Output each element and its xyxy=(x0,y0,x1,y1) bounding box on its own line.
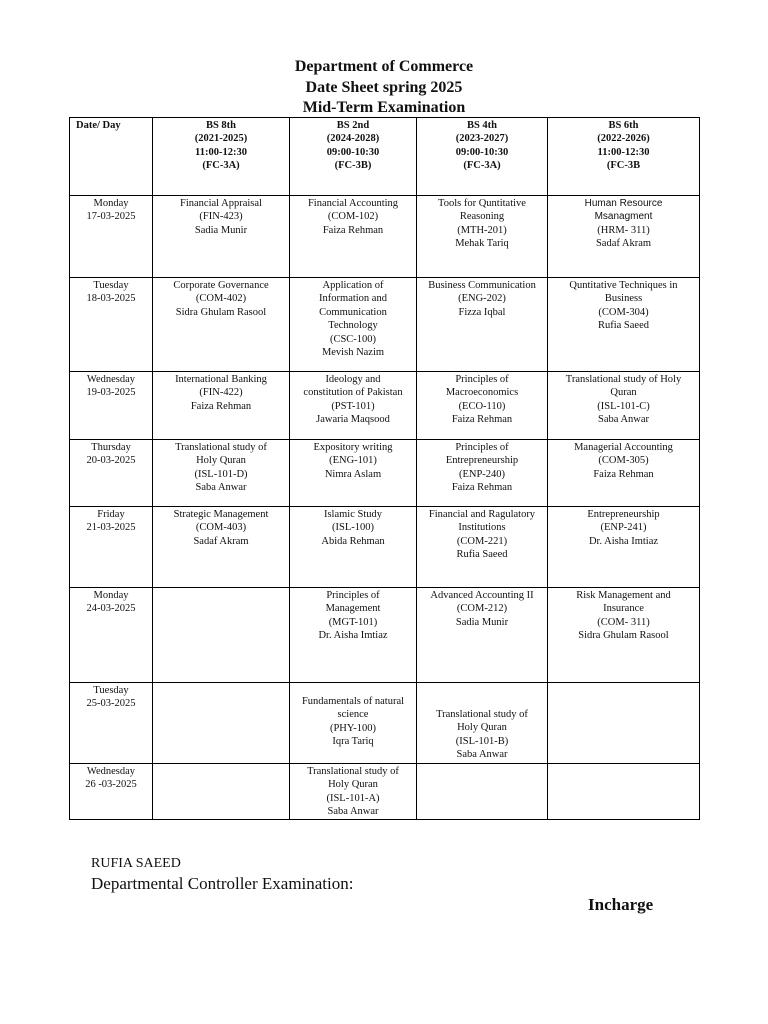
column-header-bs8 xyxy=(153,118,290,196)
course-line: Holy Quran xyxy=(457,722,507,734)
course-line: (MGT-101) xyxy=(328,616,378,628)
empty-cell xyxy=(548,764,700,820)
course-cell xyxy=(417,588,548,683)
course-cell xyxy=(290,507,417,588)
table-row xyxy=(70,278,700,372)
course-cell xyxy=(548,278,700,372)
controller-name: RUFIA SAEED xyxy=(91,856,181,871)
title-block xyxy=(0,57,768,119)
date-cell xyxy=(70,440,153,507)
course-line: Faiza Rehman xyxy=(190,400,252,412)
course-cell xyxy=(548,588,700,683)
course-cell xyxy=(290,683,417,764)
course-line: Management xyxy=(325,603,381,615)
course-line: Institutions xyxy=(458,522,506,534)
program-label: BS 8th xyxy=(205,120,237,131)
column-header-bs4 xyxy=(417,118,548,196)
course-line: Rufia Saeed xyxy=(456,549,508,561)
course-line: Application of xyxy=(322,280,384,291)
course-cell xyxy=(290,440,417,507)
course-line: (ISL-101-C) xyxy=(597,400,650,412)
course-line: Human Resource xyxy=(584,198,663,209)
course-line: (COM-304) xyxy=(598,306,649,318)
course-line: Entrepreneurship xyxy=(587,509,660,520)
course-line: Saba Anwar xyxy=(456,749,508,761)
course-cell xyxy=(548,440,700,507)
course-line: Sadia Munir xyxy=(455,616,509,628)
day-label: Tuesday xyxy=(93,685,129,696)
table-row xyxy=(70,764,700,820)
day-label: Monday xyxy=(93,198,129,209)
room-label: (FC-3A) xyxy=(463,160,501,172)
date-cell xyxy=(70,507,153,588)
date-label: 25-03-2025 xyxy=(86,698,136,710)
program-label: BS 6th xyxy=(608,120,639,131)
course-line: Corporate Governance xyxy=(173,280,269,291)
course-cell xyxy=(290,588,417,683)
date-sheet-body xyxy=(70,196,700,820)
program-label: BS 4th xyxy=(466,120,498,131)
course-cell xyxy=(153,278,290,372)
date-label: 24-03-2025 xyxy=(86,603,136,615)
course-line: (ENG-101) xyxy=(329,455,377,467)
course-line: (ISL-101-B) xyxy=(455,735,509,747)
course-line: Risk Management and xyxy=(576,590,671,601)
course-line: Quran xyxy=(610,387,637,399)
course-line: Saba Anwar xyxy=(597,414,650,426)
course-line: (HRM- 311) xyxy=(597,224,650,236)
course-line: Fizza Iqbal xyxy=(458,306,506,318)
course-cell xyxy=(417,683,548,764)
session-label: (2023-2027) xyxy=(455,133,509,145)
course-line: Translational study of Holy xyxy=(565,374,682,385)
course-line: Faiza Rehman xyxy=(451,414,513,426)
course-line: Sidra Ghulam Rasool xyxy=(175,306,267,318)
day-label: Monday xyxy=(93,590,129,601)
course-line: (COM- 311) xyxy=(597,616,650,628)
course-cell xyxy=(290,372,417,440)
course-line: Macroeconomics xyxy=(445,387,519,399)
course-cell xyxy=(417,507,548,588)
course-line: (COM-102) xyxy=(327,211,379,223)
course-line: Quntitative Techniques in xyxy=(569,280,678,291)
course-line: Reasoning xyxy=(459,211,505,223)
date-label: 20-03-2025 xyxy=(86,455,136,467)
course-line: Entrepreneurship xyxy=(445,455,519,467)
day-label: Tuesday xyxy=(93,280,129,291)
course-line: (COM-212) xyxy=(456,603,508,615)
course-line: Fundamentals of natural xyxy=(301,696,405,707)
incharge-label: Incharge xyxy=(588,895,654,914)
course-line: Technology xyxy=(328,320,378,332)
course-cell xyxy=(153,507,290,588)
course-line: (ISL-100) xyxy=(332,522,374,534)
course-line: Islamic Study xyxy=(323,509,383,520)
date-label: 18-03-2025 xyxy=(86,293,136,305)
program-label: BS 2nd xyxy=(336,120,370,131)
course-line: Dr. Aisha Imtiaz xyxy=(318,630,388,642)
course-cell xyxy=(417,372,548,440)
course-line: Financial and Ragulatory xyxy=(428,509,536,520)
course-line: Strategic Management xyxy=(173,509,269,520)
course-line: Principles of xyxy=(326,590,380,601)
course-line: (COM-402) xyxy=(195,293,247,305)
course-line: Saba Anwar xyxy=(327,806,379,818)
course-line: Business xyxy=(604,293,643,305)
course-line: (CSC-100) xyxy=(329,333,377,345)
course-line: Managerial Accounting xyxy=(574,442,673,453)
course-line: Sidra Ghulam Rasool xyxy=(578,630,669,642)
course-line: Sadaf Akram xyxy=(193,535,249,547)
session-label: (2022-2026) xyxy=(597,133,650,145)
course-line: science xyxy=(337,709,369,721)
course-cell xyxy=(548,196,700,278)
date-cell xyxy=(70,196,153,278)
day-label: Wednesday xyxy=(86,766,136,777)
date-cell xyxy=(70,588,153,683)
course-line: Tools for Quntitative xyxy=(438,198,526,209)
course-line: Nimra Aslam xyxy=(324,468,382,480)
empty-cell xyxy=(153,588,290,683)
table-row xyxy=(70,372,700,440)
course-line: Ideology and xyxy=(325,374,381,385)
date-cell xyxy=(70,683,153,764)
date-cell xyxy=(70,372,153,440)
course-line: Translational study of xyxy=(307,766,399,777)
time-label: 09:00-10:30 xyxy=(326,146,380,158)
course-line: Holy Quran xyxy=(328,779,378,791)
date-sheet-table xyxy=(69,117,700,820)
course-line: Translational study of xyxy=(175,442,267,453)
course-cell xyxy=(153,196,290,278)
column-header-bs6 xyxy=(548,118,700,196)
course-line: (ECO-110) xyxy=(458,400,506,412)
course-line: Principles of xyxy=(455,374,509,385)
table-row xyxy=(70,683,700,764)
course-line: Translational study of xyxy=(436,709,528,720)
course-line: (ENP-240) xyxy=(458,468,506,480)
time-label: 11:00-12:30 xyxy=(195,146,247,158)
course-line: Iqra Tariq xyxy=(332,736,374,748)
room-label: (FC-3A) xyxy=(202,160,240,172)
course-line: (PHY-100) xyxy=(329,722,377,734)
course-line: Rufia Saeed xyxy=(597,320,650,332)
course-line: Faiza Rehman xyxy=(322,224,384,236)
course-line: Sadia Munir xyxy=(194,224,248,236)
table-row xyxy=(70,196,700,278)
course-line: International Banking xyxy=(175,374,267,385)
course-cell xyxy=(417,196,548,278)
empty-cell xyxy=(153,683,290,764)
time-label: 11:00-12:30 xyxy=(597,146,650,158)
day-label: Thursday xyxy=(91,442,131,453)
course-line: Principles of xyxy=(455,442,509,453)
course-cell xyxy=(417,278,548,372)
day-label: Wednesday xyxy=(86,374,136,385)
course-line: (MTH-201) xyxy=(457,224,507,236)
course-cell xyxy=(153,372,290,440)
empty-cell xyxy=(417,764,548,820)
course-line: Dr. Aisha Imtiaz xyxy=(588,535,659,547)
course-line: Advanced Accounting II xyxy=(430,590,534,601)
table-row xyxy=(70,507,700,588)
course-line: Holy Quran xyxy=(196,455,246,467)
empty-cell xyxy=(548,683,700,764)
exam-title: Mid-Term Examination xyxy=(302,99,466,116)
course-line: (ISL-101-D) xyxy=(194,468,248,480)
course-cell xyxy=(417,440,548,507)
course-line: Expository writing xyxy=(313,442,393,453)
course-line: Abida Rehman xyxy=(321,535,385,547)
day-label: Friday xyxy=(97,509,125,520)
room-label: (FC-3B) xyxy=(334,160,372,172)
course-line: Business Communication xyxy=(428,280,536,291)
course-line: (COM-305) xyxy=(598,455,649,467)
course-line: Mevish Nazim xyxy=(321,347,385,359)
course-cell xyxy=(548,372,700,440)
course-line: Msanagment xyxy=(594,211,653,223)
table-row xyxy=(70,440,700,507)
column-header-bs2 xyxy=(290,118,417,196)
date-label: 17-03-2025 xyxy=(86,211,136,223)
date-cell xyxy=(70,764,153,820)
session-label: (2024-2028) xyxy=(326,133,380,145)
course-line: Saba Anwar xyxy=(195,482,247,494)
empty-cell xyxy=(153,764,290,820)
course-line: Financial Accounting xyxy=(307,198,399,209)
date-label: 21-03-2025 xyxy=(86,522,136,534)
room-label: (FC-3B xyxy=(606,160,641,172)
course-line: Faiza Rehman xyxy=(593,468,654,480)
course-line: (ENG-202) xyxy=(458,293,506,305)
course-cell xyxy=(153,440,290,507)
date-label: 19-03-2025 xyxy=(86,387,136,399)
course-line: (COM-221) xyxy=(456,535,508,547)
course-cell xyxy=(290,278,417,372)
course-line: Faiza Rehman xyxy=(451,482,513,494)
course-line: (PST-101) xyxy=(331,400,375,412)
date-sheet-title: Date Sheet spring 2025 xyxy=(305,78,463,96)
header-row xyxy=(70,118,700,196)
course-line: constitution of Pakistan xyxy=(303,387,403,399)
date-label: 26 -03-2025 xyxy=(85,779,137,791)
department-title: Department of Commerce xyxy=(294,58,474,75)
course-line: (COM-403) xyxy=(195,522,247,534)
course-line: Mehak Tariq xyxy=(455,238,509,250)
controller-role: Departmental Controller Examination: xyxy=(91,874,354,893)
course-line: Insurance xyxy=(603,603,644,615)
course-cell xyxy=(290,764,417,820)
course-cell xyxy=(290,196,417,278)
course-line: (FIN-422) xyxy=(199,387,243,399)
course-line: Financial Appraisal xyxy=(180,198,262,209)
course-line: (ENP-241) xyxy=(600,522,647,534)
session-label: (2021-2025) xyxy=(194,133,248,145)
date-cell xyxy=(70,278,153,372)
date-day-header: Date/ Day xyxy=(70,118,153,196)
course-line: (ISL-101-A) xyxy=(326,792,380,804)
course-line: Communication xyxy=(319,306,387,318)
time-label: 09:00-10:30 xyxy=(455,146,509,158)
course-line: Information and xyxy=(319,293,387,305)
table-row xyxy=(70,588,700,683)
course-line: Jawaria Maqsood xyxy=(316,414,390,426)
course-line: Sadaf Akram xyxy=(595,238,652,250)
course-cell xyxy=(548,507,700,588)
course-line: (FIN-423) xyxy=(199,211,243,223)
